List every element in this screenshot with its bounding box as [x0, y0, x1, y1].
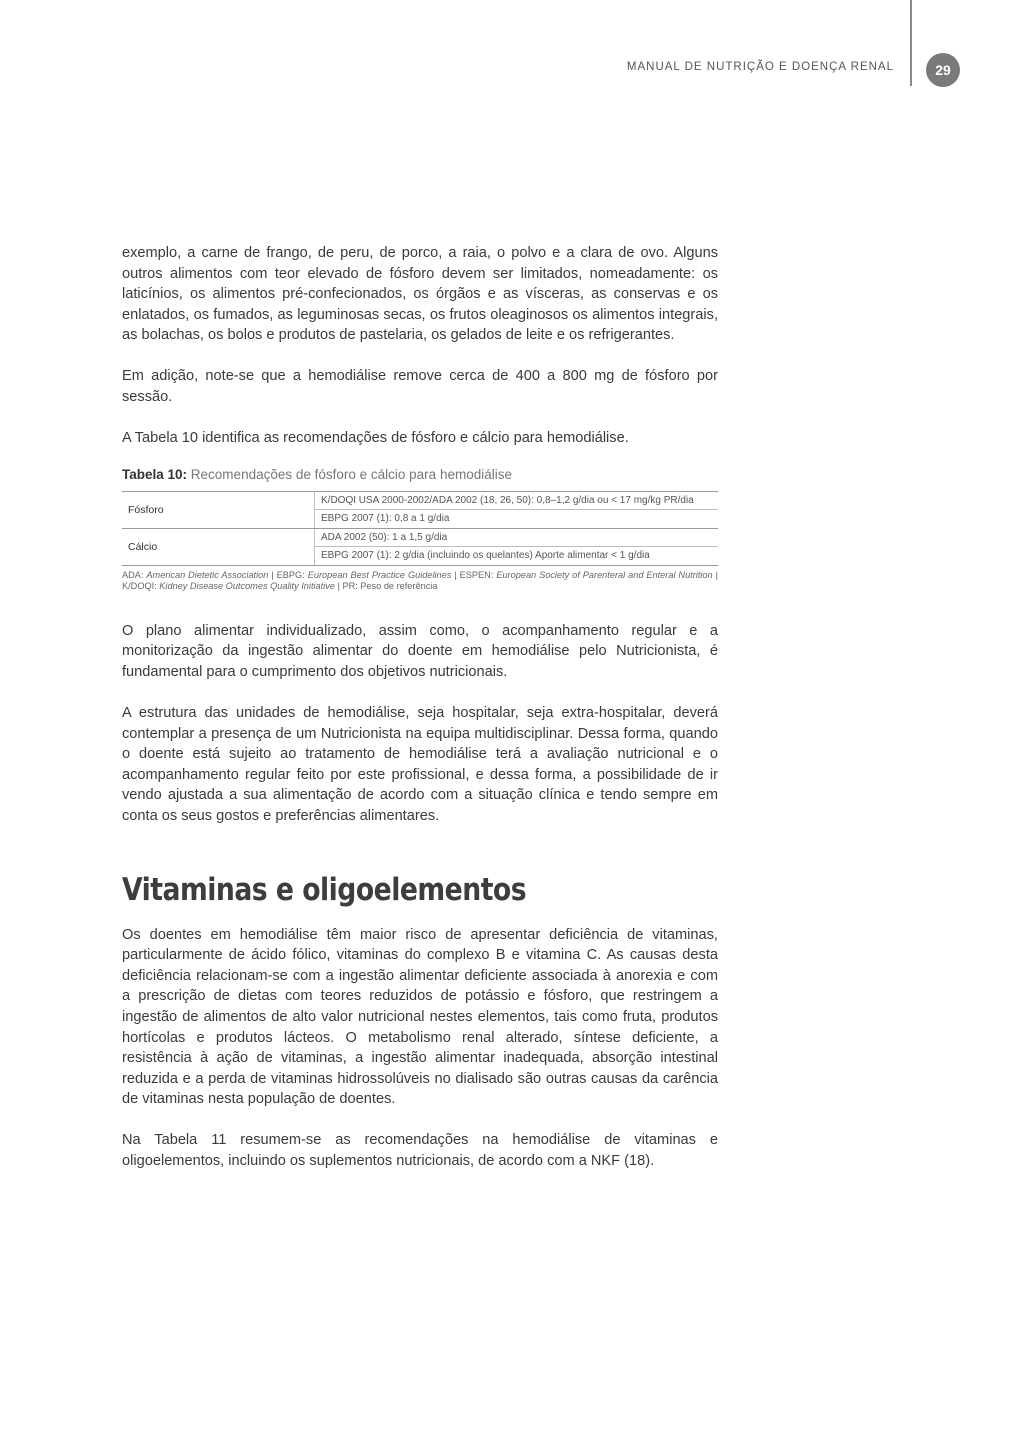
- footnote-term: Kidney Disease Outcomes Quality Initiative: [159, 581, 335, 592]
- footnote-term: European Society of Parenteral and Enteral Nutrition: [496, 569, 713, 580]
- header-title: MANUAL DE NUTRIÇÃO E DOENÇA RENAL: [626, 61, 894, 73]
- paragraph-vitamin-deficiency: Os doentes em hemodiálise têm maior risco de apresentar deficiência de vitaminas, particularmente de ácido fólico, vitaminas do complexo B e vitamina C. As causas desta deficiência relacionam-se com a ingestão alimentar deficiente associada à anorexia e com a prescrição de dietas com teores reduzidos de potássio e fósforo, que restringem a ingestão de alimentos de alto valor nutricional nestes elementos, tais como fruta, produtos hortícolas e produtos lácteos. O metabolismo renal alterado, síntese deficiente, a resistência à ação de vitaminas, a ingestão alimentar inadequada, absorção intestinal reduzida e a perda de vitaminas hidrossolúveis no dialisado são outras causas da carência de vitaminas nesta população de doentes.: [122, 926, 718, 1108]
- main-content: [122, 243, 718, 1172]
- section-heading: Vitaminas e oligoelementos: [122, 871, 527, 908]
- table-caption: [122, 467, 718, 482]
- value-cell: EBPG 2007 (1): 0,8 a 1 g/dia: [315, 510, 719, 529]
- table-row: [122, 491, 718, 510]
- paragraph-individual-plan: O plano alimentar individualizado, assim como, o acompanhamento regular e a monitorização da ingestão alimentar do doente em hemodiálise pelo Nutricionista, é fundamental para o cumprimento dos objetivos nutricionais.: [122, 622, 718, 680]
- paragraph-phosphorus-foods: exemplo, a carne de frango, de peru, de porco, a raia, o polvo e a clara de ovo. Alguns outros alimentos com teor elevado de fósforo devem ser limitados, nomeadamente: os laticínios, os alimentos pré-confecionados, os órgãos e as vísceras, as conservas e os enlatados, os fumados, as leguminosas secas, os frutos oleaginosos os alimentos integrais, as bolachas, os bolos e produtos de pastelaria, os gelados de leite e os refrigerantes.: [122, 245, 718, 344]
- table-footnote: [122, 570, 718, 593]
- nutrient-cell: Cálcio: [122, 528, 315, 565]
- footnote-abbr: | EBPG:: [271, 569, 305, 580]
- nutrient-cell: Fósforo: [122, 491, 315, 528]
- paragraph-table-reference: A Tabela 10 identifica as recomendações de fósforo e cálcio para hemodiálise.: [122, 430, 629, 447]
- footnote-abbr: | PR: Peso de referência: [337, 581, 438, 592]
- value-cell: EBPG 2007 (1): 2 g/dia (incluindo os quelantes) Aporte alimentar < 1 g/dia: [315, 547, 719, 566]
- footnote-term: American Dietetic Association: [146, 569, 269, 580]
- page-number-badge: 29: [926, 53, 960, 87]
- value-cell: ADA 2002 (50): 1 a 1,5 g/dia: [315, 528, 719, 547]
- recommendations-table: [122, 491, 718, 566]
- footnote-abbr: | ESPEN:: [454, 569, 494, 580]
- header-divider: [910, 0, 912, 86]
- table-caption-text: Recomendações de fósforo e cálcio para hemodiálise: [190, 466, 512, 482]
- paragraph-unit-structure: A estrutura das unidades de hemodiálise, seja hospitalar, seja extra-hospitalar, deverá contemplar a presença de um Nutricionista na equipa multidisciplinar. Dessa forma, quando o doente está sujeito ao tratamento de hemodiálise terá a avaliação nutricional e o acompanhamento regular feito por este profissional, e dessa forma, a possibilidade de ir vendo ajustada a sua alimentação de acordo com a situação clínica e tendo sempre em conta os seus gostos e preferências alimentares.: [122, 705, 718, 824]
- footnote-term: European Best Practice Guidelines: [307, 569, 452, 580]
- value-cell: K/DOQI USA 2000-2002/ADA 2002 (18, 26, 50): 0,8–1,2 g/dia ou < 17 mg/kg PR/dia: [315, 491, 719, 510]
- paragraph-table11-reference: Na Tabela 11 resumem-se as recomendações na hemodiálise de vitaminas e oligoelementos, incluindo os suplementos nutricionais, de acordo com a NKF (18).: [122, 1132, 718, 1170]
- footnote-abbr: ADA:: [122, 569, 144, 580]
- table-row: [122, 528, 718, 547]
- paragraph-hemodialysis-removal: Em adição, note-se que a hemodiálise remove cerca de 400 a 800 mg de fósforo por sessão.: [122, 368, 718, 406]
- table-caption-label: Tabela 10:: [122, 466, 188, 482]
- footnote-abbr: | K/DOQI:: [122, 569, 718, 592]
